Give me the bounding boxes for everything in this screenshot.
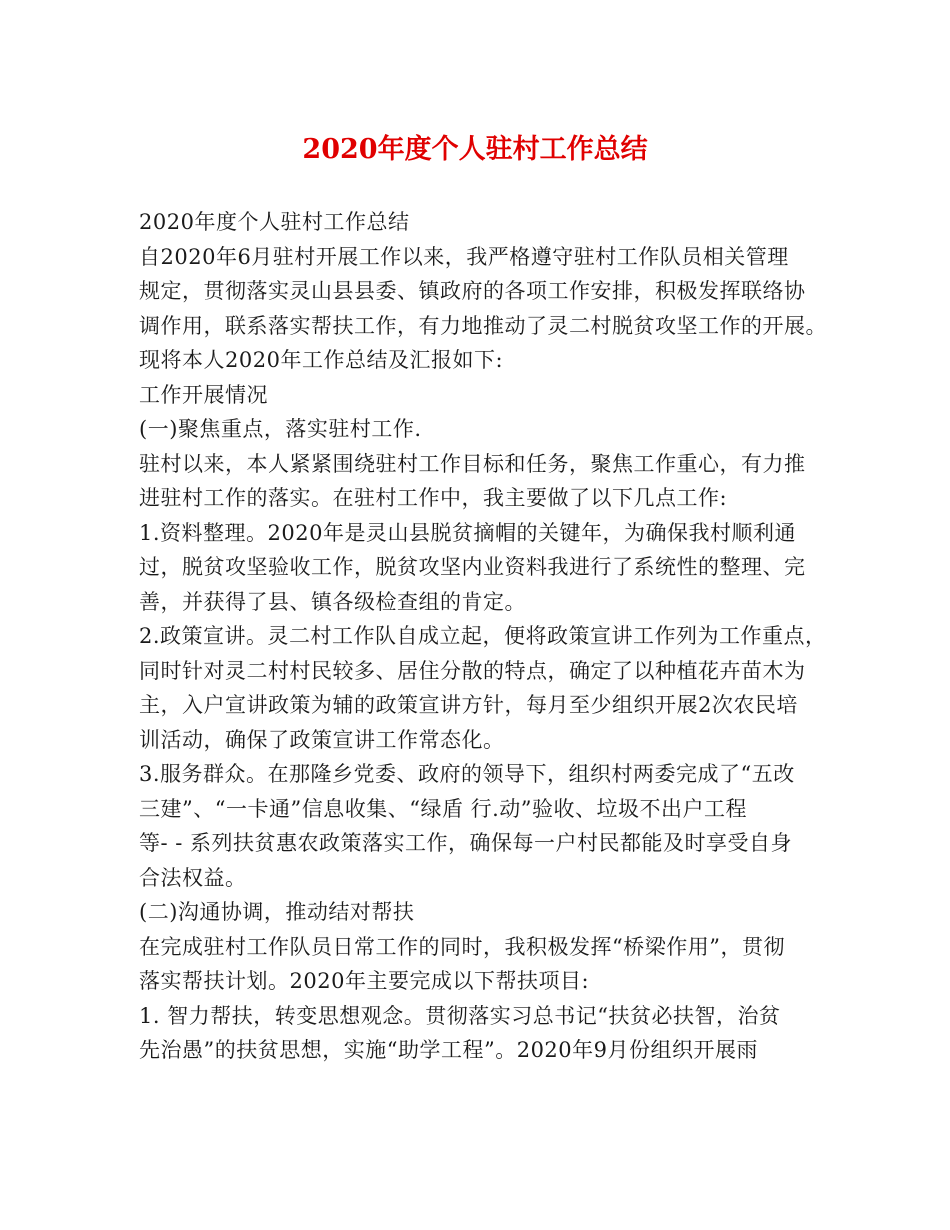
text-line: 三建”、“一卡通”信息收集、“绿盾 行.动”验收、垃圾不出户工程: [139, 796, 748, 821]
text-line: 驻村以来，本人紧紧围绕驻村工作目标和任务，聚焦工作重心，有力推: [139, 451, 806, 476]
document-title: 2020年度个人驻村工作总结: [302, 134, 648, 165]
text-line: 2020年度个人驻村工作总结: [139, 210, 410, 234]
text-line: 1. 智力帮扶，转变思想观念。贯彻落实习总书记“扶贫必扶智，治贫: [139, 1003, 781, 1028]
text-line: 进驻村工作的落实。在驻村工作中，我主要做了以下几点工作:: [139, 486, 728, 510]
text-line: 1.资料整理。2020年是灵山县脱贫摘帽的关键年，为确保我村顺利通: [139, 520, 796, 545]
subsection-heading: (二)沟通协调，推动结对帮扶: [139, 900, 415, 924]
text-line: 调作用，联系落实帮扶工作，有力地推动了灵二村脱贫攻坚工作的开展。: [139, 313, 827, 338]
text-line: 规定，贯彻落实灵山县县委、镇政府的各项工作安排，积极发挥联络协: [139, 279, 806, 303]
text-line: 3.服务群众。在那隆乡党委、政府的领导下，组织村两委完成了“五改: [139, 762, 795, 786]
text-line: 自2020年6月驻村开展工作以来，我严格遵守驻村工作队员相关管理: [139, 244, 789, 269]
text-line: 合法权益。: [139, 865, 247, 890]
text-line: 训活动，确保了政策宣讲工作常态化。: [139, 727, 505, 752]
text-line: 等- - 系列扶贫惠农政策落实工作，确保每一户村民都能及时享受自身: [139, 831, 793, 855]
text-line: 主，入户宣讲政策为辅的政策宣讲方针，每月至少组织开展2次农民培: [139, 693, 798, 717]
text-line: 落实帮扶计划。2020年主要完成以下帮扶项目:: [139, 969, 590, 993]
text-line: 现将本人2020年工作总结及汇报如下:: [139, 348, 504, 372]
text-line: 过，脱贫攻坚验收工作，脱贫攻坚内业资料我进行了系统性的整理、完: [139, 555, 806, 579]
text-line: 在完成驻村工作队员日常工作的同时，我积极发挥“桥梁作用”，贯彻: [139, 934, 785, 959]
subsection-heading: (一)聚焦重点，落实驻村工作.: [139, 417, 422, 441]
text-line: 2.政策宣讲。灵二村工作队自成立起，便将政策宣讲工作列为工作重点，: [139, 624, 827, 648]
section-heading: 工作开展情况: [139, 382, 268, 407]
text-line: 同时针对灵二村村民较多、居住分散的特点，确定了以种植花卉苗木为: [139, 658, 806, 683]
text-line: 善，并获得了县、镇各级检查组的肯定。: [139, 589, 526, 614]
text-line: 先治愚”的扶贫思想，实施“助学工程”。2020年9月份组织开展雨: [139, 1038, 759, 1062]
document-body: [139, 205, 829, 1068]
